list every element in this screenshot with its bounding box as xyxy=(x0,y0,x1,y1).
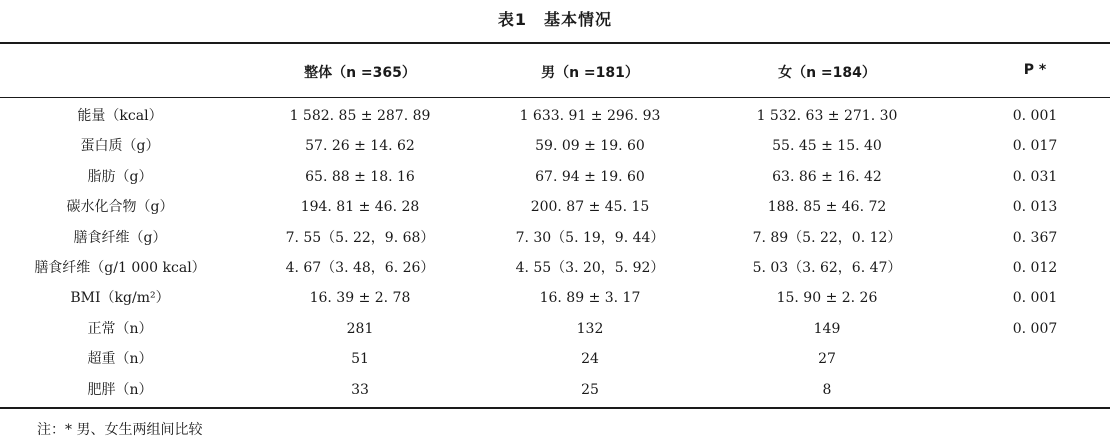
row-label: 脂肪（g） xyxy=(87,168,153,185)
table-row xyxy=(0,375,1110,405)
cell-p-value: 0. 367 xyxy=(1012,229,1058,246)
cell-female: 15. 90 ± 2. 26 xyxy=(776,290,878,307)
cell-p-value: 0. 031 xyxy=(1012,168,1058,185)
cell-overall: 57. 26 ± 14. 62 xyxy=(305,138,415,155)
table-row xyxy=(0,131,1110,161)
cell-overall: 281 xyxy=(346,320,374,337)
row-label: 膳食纤维（g） xyxy=(73,229,167,246)
table-row xyxy=(0,101,1110,131)
cell-overall: 7. 55（5. 22，9. 68） xyxy=(285,229,435,246)
table-body xyxy=(0,101,1110,405)
header-rule xyxy=(0,97,1110,98)
cell-male: 16. 89 ± 3. 17 xyxy=(539,290,641,307)
row-label: 超重（n） xyxy=(87,351,153,368)
cell-male: 200. 87 ± 45. 15 xyxy=(530,199,650,216)
table-row xyxy=(0,192,1110,222)
cell-male: 132 xyxy=(576,320,604,337)
row-label: 蛋白质（g） xyxy=(80,138,160,155)
cell-p-value: 0. 012 xyxy=(1012,259,1058,276)
cell-p-value: 0. 001 xyxy=(1012,108,1058,124)
table-row xyxy=(0,162,1110,192)
bottom-rule xyxy=(0,407,1110,409)
cell-female: 63. 86 ± 16. 42 xyxy=(772,168,882,185)
header-female: 女（n =184） xyxy=(778,65,876,81)
top-rule xyxy=(0,42,1110,44)
header-p-value: P * xyxy=(1023,62,1047,78)
cell-male: 7. 30（5. 19，9. 44） xyxy=(515,229,665,246)
cell-overall: 16. 39 ± 2. 78 xyxy=(309,290,411,307)
cell-p-value: 0. 007 xyxy=(1012,320,1058,337)
table-row xyxy=(0,253,1110,283)
cell-female: 1 532. 63 ± 271. 30 xyxy=(756,108,898,124)
cell-male: 1 633. 91 ± 296. 93 xyxy=(519,108,661,124)
header-overall: 整体（n =365） xyxy=(304,65,416,81)
cell-female: 8 xyxy=(822,381,832,398)
cell-male: 25 xyxy=(581,381,599,398)
table-row xyxy=(0,344,1110,374)
cell-female: 5. 03（3. 62，6. 47） xyxy=(752,259,902,276)
cell-overall: 194. 81 ± 46. 28 xyxy=(300,199,420,216)
cell-overall: 4. 67（3. 48，6. 26） xyxy=(285,259,435,276)
cell-female: 149 xyxy=(813,320,841,337)
cell-female: 27 xyxy=(818,351,836,368)
cell-female: 55. 45 ± 15. 40 xyxy=(772,138,882,155)
cell-female: 188. 85 ± 46. 72 xyxy=(767,199,887,216)
cell-overall: 33 xyxy=(351,381,369,398)
table-title: 表1 基本情况 xyxy=(497,10,613,29)
table-header-row xyxy=(0,60,1110,84)
cell-male: 4. 55（3. 20，5. 92） xyxy=(515,259,665,276)
cell-male: 67. 94 ± 19. 60 xyxy=(535,168,645,185)
cell-male: 24 xyxy=(581,351,599,368)
cell-p-value: 0. 013 xyxy=(1012,199,1058,216)
row-label: 能量（kcal） xyxy=(77,108,163,124)
cell-p-value: 0. 017 xyxy=(1012,138,1058,155)
row-label: 肥胖（n） xyxy=(87,381,153,398)
header-male: 男（n =181） xyxy=(541,65,639,81)
row-label: 正常（n） xyxy=(87,320,153,337)
table-row xyxy=(0,223,1110,253)
row-label: BMI（kg/m²） xyxy=(70,290,170,307)
cell-overall: 51 xyxy=(351,351,369,368)
row-label: 碳水化合物（g） xyxy=(66,199,174,216)
table-footnote: 注：* 男、女生两组间比较 xyxy=(37,422,203,438)
row-label: 膳食纤维（g/1 000 kcal） xyxy=(34,259,206,276)
cell-overall: 65. 88 ± 18. 16 xyxy=(305,168,415,185)
cell-female: 7. 89（5. 22，0. 12） xyxy=(752,229,902,246)
table-row xyxy=(0,314,1110,344)
cell-p-value: 0. 001 xyxy=(1012,290,1058,307)
table-row xyxy=(0,283,1110,313)
cell-male: 59. 09 ± 19. 60 xyxy=(535,138,645,155)
cell-overall: 1 582. 85 ± 287. 89 xyxy=(289,108,431,124)
